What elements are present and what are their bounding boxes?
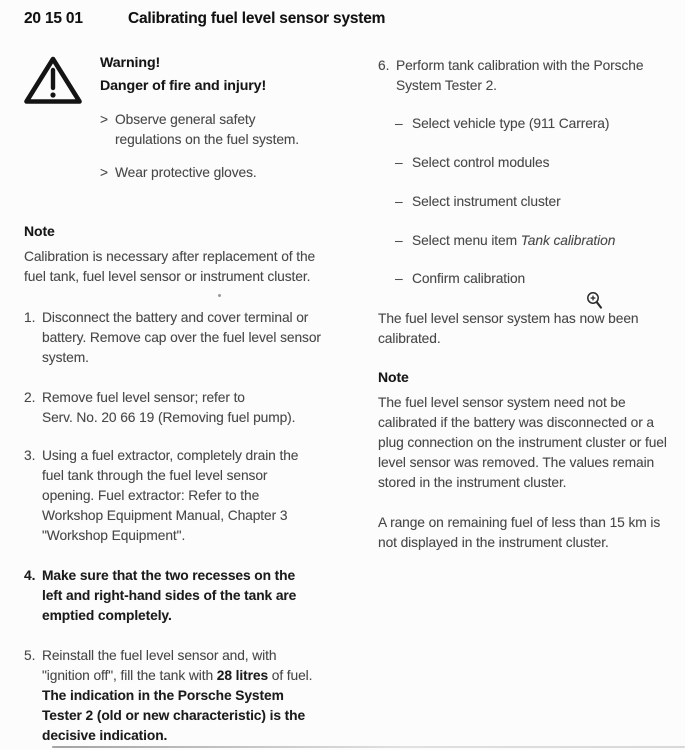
bullet-marker: – (395, 155, 403, 170)
text-line (378, 413, 667, 433)
text-segment: Serv. No. 20 66 19 (Removing fuel pump). (42, 410, 296, 425)
text-segment: not displayed in the instrument cluster. (378, 535, 609, 550)
text-line (42, 506, 298, 526)
text-segment: "Workshop Equipment". (42, 528, 186, 543)
text-line (378, 473, 667, 493)
step-number: 3. (24, 448, 36, 463)
text-line (378, 433, 667, 453)
text-segment: Using a fuel extractor, completely drain the (42, 448, 299, 463)
result-paragraph (378, 309, 638, 349)
text-line (42, 308, 321, 328)
step-number: 2. (24, 390, 36, 405)
service-number: 20 15 01 (24, 10, 83, 27)
bullet-marker: – (395, 233, 403, 248)
scan-artifact-line (52, 746, 685, 748)
text-segment: Observe general safety (115, 112, 256, 127)
tester-bullet (395, 114, 609, 134)
bullet-text (115, 110, 299, 150)
text-line (115, 163, 257, 183)
text-line (378, 453, 667, 473)
text-line (42, 586, 296, 606)
text-segment: The indication in the Porsche System (42, 688, 284, 703)
step-text (396, 56, 643, 96)
tester-bullet (395, 231, 615, 251)
bullet-marker: > (100, 112, 108, 127)
note-heading: Note (378, 369, 409, 385)
zoom-in-cursor-icon (585, 291, 604, 311)
text-segment: System Tester 2. (396, 78, 497, 93)
text-segment: plug connection on the instrument cluster or fuel (378, 435, 667, 450)
text-segment: calibrated if the battery was disconnected or a (378, 415, 654, 430)
text-line (115, 130, 299, 150)
warning-heading-block (100, 52, 266, 98)
text-segment: Select instrument cluster (412, 194, 561, 209)
text-segment: Calibration is necessary after replacement of the (24, 249, 316, 264)
text-segment: A range on remaining fuel of less than 15 km is (378, 515, 661, 530)
text-line (378, 309, 638, 329)
text-line (24, 267, 315, 287)
note-paragraph (24, 247, 315, 287)
tester-bullet (395, 192, 561, 212)
text-segment: of fuel. (268, 668, 313, 683)
note-heading: Note (24, 223, 55, 239)
text-segment: Disconnect the battery and cover terminal or (42, 310, 309, 325)
text-line (42, 388, 295, 408)
text-segment: regulations on the fuel system. (115, 132, 300, 147)
text-segment: Workshop Equipment Manual, Chapter 3 (42, 508, 288, 523)
text-segment: The fuel level sensor system has now been (378, 311, 639, 326)
text-line (42, 328, 321, 348)
bullet-marker: – (395, 194, 403, 209)
text-line (412, 269, 525, 289)
text-segment: Select control modules (412, 155, 550, 170)
text-segment: opening. Fuel extractor: Refer to the (42, 488, 260, 503)
text-segment: Wear protective gloves. (115, 165, 257, 180)
text-line (42, 646, 312, 666)
text-line (412, 192, 561, 212)
text-line (412, 114, 609, 134)
text-line (378, 329, 638, 349)
text-segment: Remove fuel level sensor; refer to (42, 390, 245, 405)
text-line (42, 706, 312, 726)
warning-triangle-icon (24, 55, 82, 105)
text-segment: Select menu item (412, 233, 521, 248)
bullet-text (412, 153, 549, 173)
step-text (42, 566, 296, 626)
scan-noise-dot (218, 294, 221, 297)
step-2 (24, 388, 295, 428)
step-number: 1. (24, 310, 36, 325)
text-line (42, 348, 321, 368)
note-paragraph (378, 393, 667, 493)
bullet-text (412, 192, 561, 212)
warning-bullet (100, 163, 257, 183)
text-segment: calibrated. (378, 331, 441, 346)
text-segment: Reinstall the fuel level sensor and, with (42, 648, 277, 663)
bullet-marker: – (395, 271, 403, 286)
text-line (42, 446, 298, 466)
text-line (42, 566, 296, 586)
tester-bullet (395, 153, 549, 173)
text-line (42, 526, 298, 546)
step-number: 6. (378, 58, 390, 73)
text-segment: Select vehicle type (911 Carrera) (412, 116, 610, 131)
text-line (42, 666, 312, 686)
text-segment: fuel tank, fuel level sensor or instrument cluster. (24, 269, 311, 284)
text-line (396, 56, 643, 76)
text-segment: fuel tank through the fuel level sensor (42, 468, 268, 483)
text-line (378, 533, 660, 553)
step-6 (378, 56, 643, 96)
text-line (115, 110, 299, 130)
tester-bullet (395, 269, 525, 289)
text-line (412, 153, 549, 173)
step-number: 5. (24, 648, 36, 663)
step-text (42, 646, 312, 746)
bullet-text (412, 114, 609, 134)
step-4 (24, 566, 296, 626)
text-segment: Perform tank calibration with the Porsche (396, 58, 644, 73)
warning-bullet (100, 110, 299, 150)
text-line (24, 247, 315, 267)
text-segment: emptied completely. (42, 608, 172, 623)
step-3 (24, 446, 298, 546)
step-text (42, 308, 321, 368)
text-segment: left and right-hand sides of the tank are (42, 588, 297, 603)
page-header (24, 10, 385, 28)
text-line (42, 686, 312, 706)
text-line (42, 466, 298, 486)
text-segment: The fuel level sensor system need not be (378, 395, 626, 410)
text-line (42, 606, 296, 626)
text-segment: battery. Remove cap over the fuel level sensor (42, 330, 321, 345)
text-segment: Tester 2 (old or new characteristic) is the (42, 708, 306, 723)
text-segment: stored in the instrument cluster. (378, 475, 567, 490)
bullet-text (115, 163, 257, 183)
page-title: Calibrating fuel level sensor system (128, 10, 386, 27)
text-line (396, 76, 643, 96)
text-line (42, 486, 298, 506)
text-line (378, 393, 667, 413)
text-segment: level sensor was removed. The values remain (378, 455, 655, 470)
text-segment: "ignition off", fill the tank with (42, 668, 217, 683)
bullet-text (412, 231, 615, 251)
text-line (378, 513, 660, 533)
bullet-text (412, 269, 525, 289)
warning-heading: Warning! (100, 55, 161, 71)
step-5 (24, 646, 312, 746)
bullet-marker: – (395, 116, 403, 131)
text-segment: system. (42, 350, 89, 365)
text-line (42, 408, 295, 428)
text-segment: Make sure that the two recesses on the (42, 568, 296, 583)
note-paragraph (378, 513, 660, 553)
text-segment: Confirm calibration (412, 271, 526, 286)
step-number: 4. (24, 568, 36, 583)
bullet-marker: > (100, 165, 108, 180)
text-segment: 28 litres (216, 668, 269, 683)
warning-subheading: Danger of fire and injury! (100, 78, 267, 94)
step-text (42, 446, 298, 546)
step-1 (24, 308, 321, 368)
text-segment: Tank calibration (520, 233, 616, 248)
text-line (412, 231, 615, 251)
step-text (42, 388, 295, 428)
text-line (42, 726, 312, 746)
text-segment: decisive indication. (42, 728, 168, 743)
